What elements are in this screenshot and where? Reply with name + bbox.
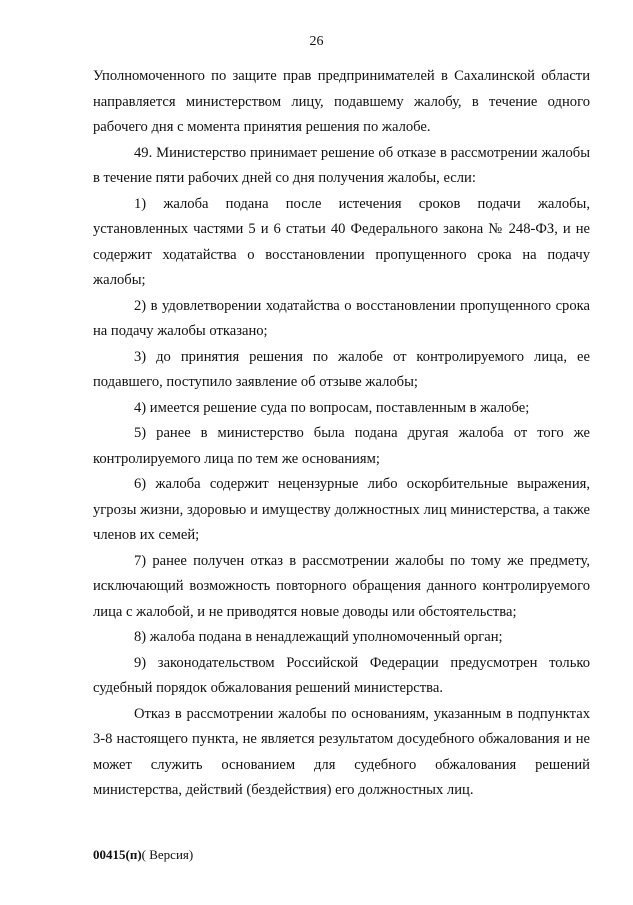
- paragraph: 8) жалоба подана в ненадлежащий уполномоченный орган;: [134, 629, 503, 645]
- paragraph: Уполномоченного по защите прав предпринимателей в Сахалинской области направляется министерством лицу, подавшему жалобу, в течение одного рабочего дня с момента принятия решения по жалобе.: [93, 68, 590, 135]
- paragraph: Отказ в рассмотрении жалобы по основаниям, указанным в подпунктах 3-8 настоящего пункта, не является результатом досудебного обжалования и не может служить основанием для судебного обжалования решений министерства, действий (бездействия) его должностных лиц.: [93, 705, 590, 798]
- paragraph: 5) ранее в министерство была подана другая жалоба от того же контролируемого лица по тем же основаниям;: [93, 425, 590, 467]
- paragraph: 7) ранее получен отказ в рассмотрении жалобы по тому же предмету, исключающий возможность повторного обращения данного контролируемого лица с жалобой, и не приводятся новые доводы или обстоятельства;: [93, 552, 590, 620]
- paragraph: 3) до принятия решения по жалобе от контролируемого лица, ее подавшего, поступило заявление об отзыве жалобы;: [93, 348, 590, 390]
- footer-document-code: [93, 847, 193, 863]
- paragraph: 2) в удовлетворении ходатайства о восстановлении пропущенного срока на подачу жалобы отказано;: [93, 297, 590, 339]
- footer-version: ( Версия): [141, 847, 194, 862]
- paragraph: 6) жалоба содержит нецензурные либо оскорбительные выражения, угрозы жизни, здоровью и имуществу должностных лиц министерства, а также членов их семей;: [93, 476, 590, 543]
- paragraph: 1) жалоба подана после истечения сроков подачи жалобы, установленных частями 5 и 6 статьи 40 Федерального закона № 248-ФЗ, и не содержит ходатайства о восстановлении пропущенного срока на подачу жалобы;: [93, 195, 590, 288]
- paragraph: 4) имеется решение суда по вопросам, поставленным в жалобе;: [134, 399, 530, 416]
- document-body: [93, 64, 590, 804]
- paragraph: 49. Министерство принимает решение об отказе в рассмотрении жалобы в течение пяти рабочих дней со дня получения жалобы, если:: [93, 144, 590, 186]
- page-number: 26: [309, 34, 324, 49]
- footer-code: 00415(п): [93, 847, 142, 862]
- paragraph: 9) законодательством Российской Федерации предусмотрен только судебный порядок обжалования решений министерства.: [93, 654, 590, 696]
